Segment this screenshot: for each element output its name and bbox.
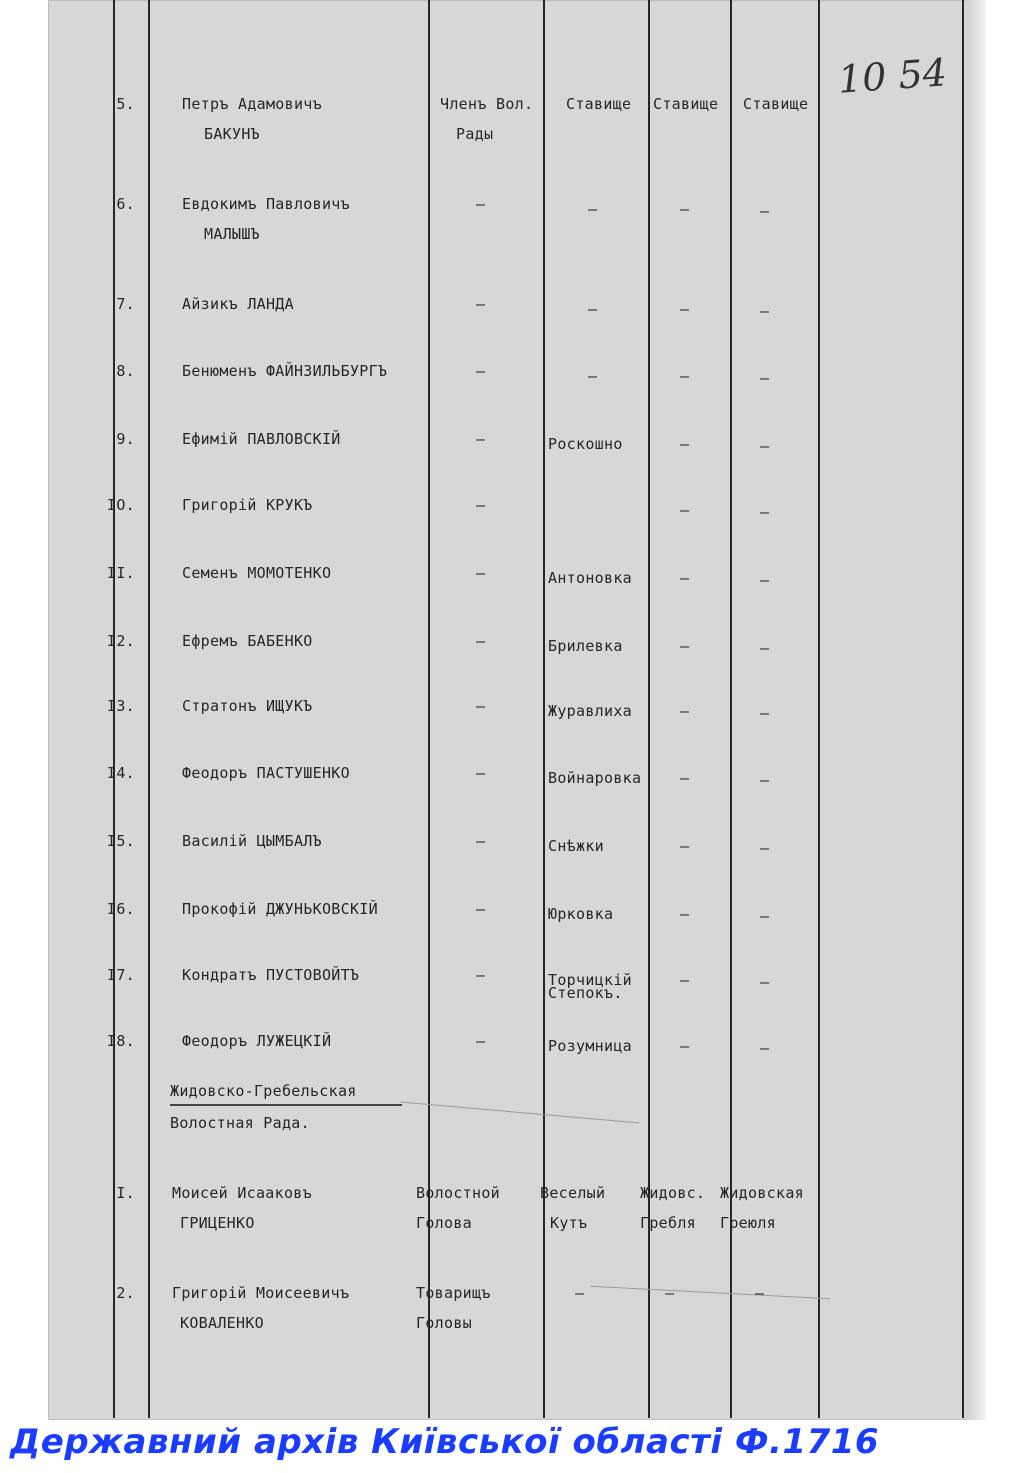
entry-number: I3. [107,697,135,715]
section-entry-name: Моисей Исааковъ [172,1184,312,1202]
column-header-col4: Ставище [653,95,719,113]
entry-col5: – [760,839,770,857]
section-entry-role-line2: Головы [416,1314,472,1332]
entry-col5: – [760,704,770,722]
entry-col4: – [680,1037,690,1055]
entry-role: – [476,362,486,380]
page-number: 10 54 [836,50,949,102]
entry-number: I5. [107,832,135,850]
entry-col4: – [680,971,690,989]
entry-col4: – [680,300,690,318]
section-entry-surname: КОВАЛЕНКО [180,1314,264,1332]
section-entry-role: Товарищъ [416,1284,491,1302]
entry-col5: – [760,369,770,387]
entry-name: Евдокимъ Павловичъ [182,195,350,213]
section-entry-name: Григорій Моисеевичъ [172,1284,350,1302]
section-entry-role: Волостной [416,1184,500,1202]
entry-village: – [588,200,598,218]
column-rule [962,0,964,1418]
entry-number: 8. [116,362,135,380]
entry-role: – [476,564,486,582]
column-header-role-line2: Рады [456,125,494,143]
entry-name: Айзикъ ЛАНДА [182,295,294,313]
section-title-underline [170,1104,402,1106]
entry-col4: – [680,905,690,923]
column-rule [148,0,150,1418]
section-entry-number: 2. [116,1284,135,1302]
entry-name: Семенъ МОМОТЕНКО [182,564,332,582]
entry-role: – [476,496,486,514]
section-entry-col4-line2: Гребля [640,1214,696,1232]
section-entry-col5-line2: Греюля [720,1214,776,1232]
entry-role: – [476,832,486,850]
entry-village: Юрковка [548,905,614,923]
entry-number: 7. [116,295,135,313]
entry-col5: – [760,1039,770,1057]
entry-village: – [588,367,598,385]
entry-village: Брилевка [548,637,623,655]
section-entry-col5: – [755,1284,765,1302]
section-entry-col5: Жидовская [720,1184,804,1202]
entry-surname: БАКУНЪ [204,125,260,143]
entry-role: – [476,900,486,918]
entry-number: 5. [116,95,135,113]
section-entry-surname: ГРИЦЕНКО [180,1214,255,1232]
entry-col4: – [680,769,690,787]
entry-name: Стратонъ ИЩУКЪ [182,697,313,715]
entry-village: Журавлиха [548,702,632,720]
entry-name: Бенюменъ ФАЙНЗИЛЬБУРГЪ [182,362,388,380]
entry-role: – [476,295,486,313]
column-rule [818,0,820,1418]
entry-village: Торчицкій [548,971,632,989]
section-entry-col4: – [665,1284,675,1302]
entry-col5: – [760,437,770,455]
section-subtitle: Волостная Рада. [170,1114,310,1132]
sheet-edge [966,0,986,1420]
entry-number: I2. [107,632,135,650]
entry-village-line2: Степокъ. [548,984,623,1002]
entry-role: – [476,430,486,448]
section-entry-number: I. [116,1184,135,1202]
entry-col4: – [680,435,690,453]
column-rule [730,0,732,1418]
entry-number: IO. [107,496,135,514]
entry-village: Войнаровка [548,769,642,787]
entry-number: I6. [107,900,135,918]
entry-col5: – [760,907,770,925]
entry-col4: – [680,367,690,385]
entry-col5: – [760,973,770,991]
section-entry-village-line2: Кутъ [550,1214,588,1232]
entry-name: Ефимій ПАВЛОВСКІЙ [182,430,341,448]
entry-name: Прокофій ДЖУНЬКОВСКІЙ [182,900,378,918]
entry-col4: – [680,702,690,720]
entry-role: – [476,966,486,984]
entry-col5: – [760,503,770,521]
section-entry-role-line2: Голова [416,1214,472,1232]
entry-name: Ефремъ БАБЕНКО [182,632,313,650]
entry-role: – [476,195,486,213]
archive-footer: Державний архів Київської області Ф.1716 [10,1422,880,1462]
entry-col4: – [680,501,690,519]
section-title: Жидовско-Гребельская [170,1082,357,1100]
section-entry-village: – [575,1284,585,1302]
entry-number: 6. [116,195,135,213]
entry-number: 9. [116,430,135,448]
entry-col5: – [760,202,770,220]
entry-name: Феодоръ ПАСТУШЕНКО [182,764,350,782]
section-entry-village: Веселый [540,1184,606,1202]
entry-name: Григорій КРУКЪ [182,496,313,514]
column-header-col5: Ставище [743,95,809,113]
entry-number: II. [107,564,135,582]
entry-col5: – [760,771,770,789]
entry-number: I8. [107,1032,135,1050]
entry-col4: – [680,837,690,855]
entry-village: – [588,300,598,318]
entry-col5: – [760,302,770,320]
section-entry-col4: Жидовс. [640,1184,706,1202]
entry-role: – [476,1032,486,1050]
entry-surname: МАЛЫШЪ [204,225,260,243]
entry-col4: – [680,569,690,587]
column-rule [543,0,545,1418]
entry-role: – [476,632,486,650]
entry-name: Кондратъ ПУСТОВОЙТЪ [182,966,360,984]
entry-number: I7. [107,966,135,984]
entry-col5: – [760,571,770,589]
entry-number: I4. [107,764,135,782]
entry-role: – [476,764,486,782]
entry-col4: – [680,637,690,655]
entry-name: Петръ Адамовичъ [182,95,322,113]
entry-village: Розумница [548,1037,632,1055]
entry-village: Антоновка [548,569,632,587]
column-header-village: Ставище [566,95,632,113]
entry-col4: – [680,200,690,218]
entry-village: Снѣжки [548,837,604,855]
entry-col5: – [760,639,770,657]
column-header-role: Членъ Вол. [440,95,534,113]
entry-name: Василій ЦЫМБАЛЪ [182,832,322,850]
entry-role: – [476,697,486,715]
entry-name: Феодоръ ЛУЖЕЦКІЙ [182,1032,332,1050]
entry-village: Роскошно [548,435,623,453]
column-rule [428,0,430,1418]
column-rule [648,0,650,1418]
